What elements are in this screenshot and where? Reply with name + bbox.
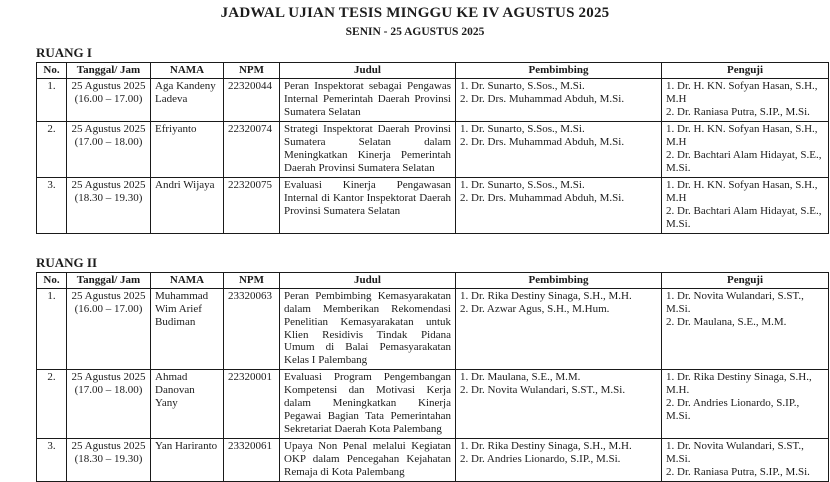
penguji-line: 1. Dr. Novita Wulandari, S.ST., M.Si. xyxy=(666,440,804,466)
penguji-line: 1. Dr. Novita Wulandari, S.ST., M.Si. xyxy=(666,289,804,315)
cell-penguji xyxy=(662,288,829,370)
cell-nama: Yan Hariranto xyxy=(151,439,224,482)
col-header-no: No. xyxy=(37,63,67,79)
cell-penguji xyxy=(662,121,829,177)
col-header-judul: Judul xyxy=(280,272,456,288)
cell-tanggal-jam xyxy=(67,370,151,439)
cell-judul: Peran Pembimbing Kemasyarakatan dalam Memberikan Rekomendasi Penelitian Kemasyarakatan untuk Klien Residivis Tindak Pidana Umum di Balai Pemasyarakatan Kelas I Palembang xyxy=(280,288,456,370)
pembimbing-line: 1. Dr. Rika Destiny Sinaga, S.H., M.H. xyxy=(460,440,632,453)
cell-nama: Muhammad Wim Arief Budiman xyxy=(151,288,224,370)
cell-pembimbing xyxy=(456,121,662,177)
time-text: (16.00 – 17.00) xyxy=(74,302,143,315)
pembimbing-line: 1. Dr. Rika Destiny Sinaga, S.H., M.H. xyxy=(460,289,632,302)
pembimbing-line: 2. Dr. Drs. Muhammad Abduh, M.Si. xyxy=(460,92,625,105)
col-header-nama: NAMA xyxy=(151,63,224,79)
cell-tanggal-jam xyxy=(67,288,151,370)
date-text: 25 Agustus 2025 xyxy=(71,122,146,135)
pembimbing-line: 2. Dr. Andries Lionardo, S.IP., M.Si. xyxy=(460,453,621,466)
cell-no: 1. xyxy=(37,78,67,121)
cell-judul: Evaluasi Kinerja Pengawasan Internal di Kantor Inspektorat Daerah Provinsi Sumatera Selatan xyxy=(280,177,456,233)
time-text: (16.00 – 17.00) xyxy=(74,92,143,105)
pembimbing-line: 1. Dr. Sunarto, S.Sos., M.Si. xyxy=(460,79,585,92)
cell-pembimbing xyxy=(456,78,662,121)
pembimbing-line: 1. Dr. Sunarto, S.Sos., M.Si. xyxy=(460,178,585,191)
cell-tanggal-jam xyxy=(67,439,151,482)
penguji-line: 1. Dr. H. KN. Sofyan Hasan, S.H., M.H xyxy=(666,178,818,204)
cell-judul: Upaya Non Penal melalui Kegiatan OKP dalam Pencegahan Kejahatan Remaja di Kota Palembang xyxy=(280,439,456,482)
cell-pembimbing xyxy=(456,370,662,439)
penguji-line: 2. Dr. Bachtari Alam Hidayat, S.E., M.Si. xyxy=(666,148,822,174)
pembimbing-line: 1. Dr. Maulana, S.E., M.M. xyxy=(460,371,581,384)
cell-npm: 22320044 xyxy=(224,78,280,121)
cell-nama: Efriyanto xyxy=(151,121,224,177)
page-subtitle: SENIN - 25 AGUSTUS 2025 xyxy=(345,26,485,38)
col-header-penguji: Penguji xyxy=(662,63,829,79)
table-row xyxy=(37,78,829,121)
col-header-pembimbing: Pembimbing xyxy=(456,63,662,79)
cell-pembimbing xyxy=(456,288,662,370)
cell-penguji xyxy=(662,370,829,439)
date-text: 25 Agustus 2025 xyxy=(71,79,146,92)
cell-no: 2. xyxy=(37,121,67,177)
date-text: 25 Agustus 2025 xyxy=(71,178,146,191)
date-text: 25 Agustus 2025 xyxy=(71,371,146,384)
col-header-tanggal-jam: Tanggal/ Jam xyxy=(67,272,151,288)
penguji-line: 1. Dr. Rika Destiny Sinaga, S.H., M.H. xyxy=(666,371,812,397)
table-row xyxy=(37,121,829,177)
schedule-table-ruang-1 xyxy=(36,62,829,234)
cell-penguji xyxy=(662,177,829,233)
cell-no: 3. xyxy=(37,177,67,233)
table-row xyxy=(37,288,829,370)
penguji-line: 1. Dr. H. KN. Sofyan Hasan, S.H., M.H xyxy=(666,79,818,105)
penguji-line: 2. Dr. Bachtari Alam Hidayat, S.E., M.Si. xyxy=(666,204,822,230)
page-title: JADWAL UJIAN TESIS MINGGU KE IV AGUSTUS 2025 xyxy=(220,5,610,21)
cell-no: 3. xyxy=(37,439,67,482)
table-row xyxy=(37,439,829,482)
cell-nama: Ahmad Danovan Yany xyxy=(151,370,224,439)
col-header-judul: Judul xyxy=(280,63,456,79)
cell-pembimbing xyxy=(456,177,662,233)
cell-pembimbing xyxy=(456,439,662,482)
date-text: 25 Agustus 2025 xyxy=(71,440,146,453)
cell-judul: Peran Inspektorat sebagai Pengawas Internal Pemerintah Daerah Provinsi Sumatera Selatan xyxy=(280,78,456,121)
col-header-no: No. xyxy=(37,272,67,288)
col-header-npm: NPM xyxy=(224,272,280,288)
cell-penguji xyxy=(662,78,829,121)
cell-npm: 22320075 xyxy=(224,177,280,233)
cell-judul: Evaluasi Program Pengembangan Kompetensi dan Motivasi Kerja dalam Meningkatkan Kinerja Pegawai Bagian Tata Pemerintahan Sekretariat Daerah Kota Palembang xyxy=(280,370,456,439)
table-header-row xyxy=(37,63,829,79)
cell-npm: 22320001 xyxy=(224,370,280,439)
col-header-nama: NAMA xyxy=(151,272,224,288)
section-title-ruang-1: RUANG I xyxy=(36,45,92,60)
table-header-row xyxy=(37,272,829,288)
col-header-penguji: Penguji xyxy=(662,272,829,288)
pembimbing-line: 2. Dr. Novita Wulandari, S.ST., M.Si. xyxy=(460,384,626,397)
schedule-table-ruang-2 xyxy=(36,272,829,482)
table-row xyxy=(37,177,829,233)
date-text: 25 Agustus 2025 xyxy=(71,289,146,302)
table-row xyxy=(37,370,829,439)
pembimbing-line: 1. Dr. Sunarto, S.Sos., M.Si. xyxy=(460,122,585,135)
penguji-line: 2. Dr. Maulana, S.E., M.M. xyxy=(666,315,787,328)
pembimbing-line: 2. Dr. Drs. Muhammad Abduh, M.Si. xyxy=(460,135,625,148)
cell-tanggal-jam xyxy=(67,177,151,233)
cell-no: 2. xyxy=(37,370,67,439)
col-header-tanggal-jam: Tanggal/ Jam xyxy=(67,63,151,79)
cell-nama: Aga Kandeny Ladeva xyxy=(151,78,224,121)
col-header-npm: NPM xyxy=(224,63,280,79)
time-text: (18.30 – 19.30) xyxy=(74,453,143,466)
cell-npm: 22320074 xyxy=(224,121,280,177)
cell-npm: 23320063 xyxy=(224,288,280,370)
pembimbing-line: 2. Dr. Drs. Muhammad Abduh, M.Si. xyxy=(460,191,625,204)
cell-nama: Andri Wijaya xyxy=(151,177,224,233)
time-text: (18.30 – 19.30) xyxy=(74,191,143,204)
penguji-line: 2. Dr. Raniasa Putra, S.IP., M.Si. xyxy=(666,105,810,118)
section-title-ruang-2: RUANG II xyxy=(36,254,98,270)
col-header-pembimbing: Pembimbing xyxy=(456,272,662,288)
cell-no: 1. xyxy=(37,288,67,370)
cell-judul: Strategi Inspektorat Daerah Provinsi Sumatera Selatan dalam Meningkatkan Kinerja Pemerintah Daerah Provinsi Sumatera Selatan xyxy=(280,121,456,177)
time-text: (17.00 – 18.00) xyxy=(74,384,143,397)
cell-tanggal-jam xyxy=(67,78,151,121)
cell-tanggal-jam xyxy=(67,121,151,177)
cell-npm: 23320061 xyxy=(224,439,280,482)
penguji-line: 1. Dr. H. KN. Sofyan Hasan, S.H., M.H xyxy=(666,122,818,148)
penguji-line: 2. Dr. Raniasa Putra, S.IP., M.Si. xyxy=(666,466,810,479)
time-text: (17.00 – 18.00) xyxy=(74,135,143,148)
pembimbing-line: 2. Dr. Azwar Agus, S.H., M.Hum. xyxy=(460,302,610,315)
cell-penguji xyxy=(662,439,829,482)
penguji-line: 2. Dr. Andries Lionardo, S.IP., M.Si. xyxy=(666,397,800,423)
